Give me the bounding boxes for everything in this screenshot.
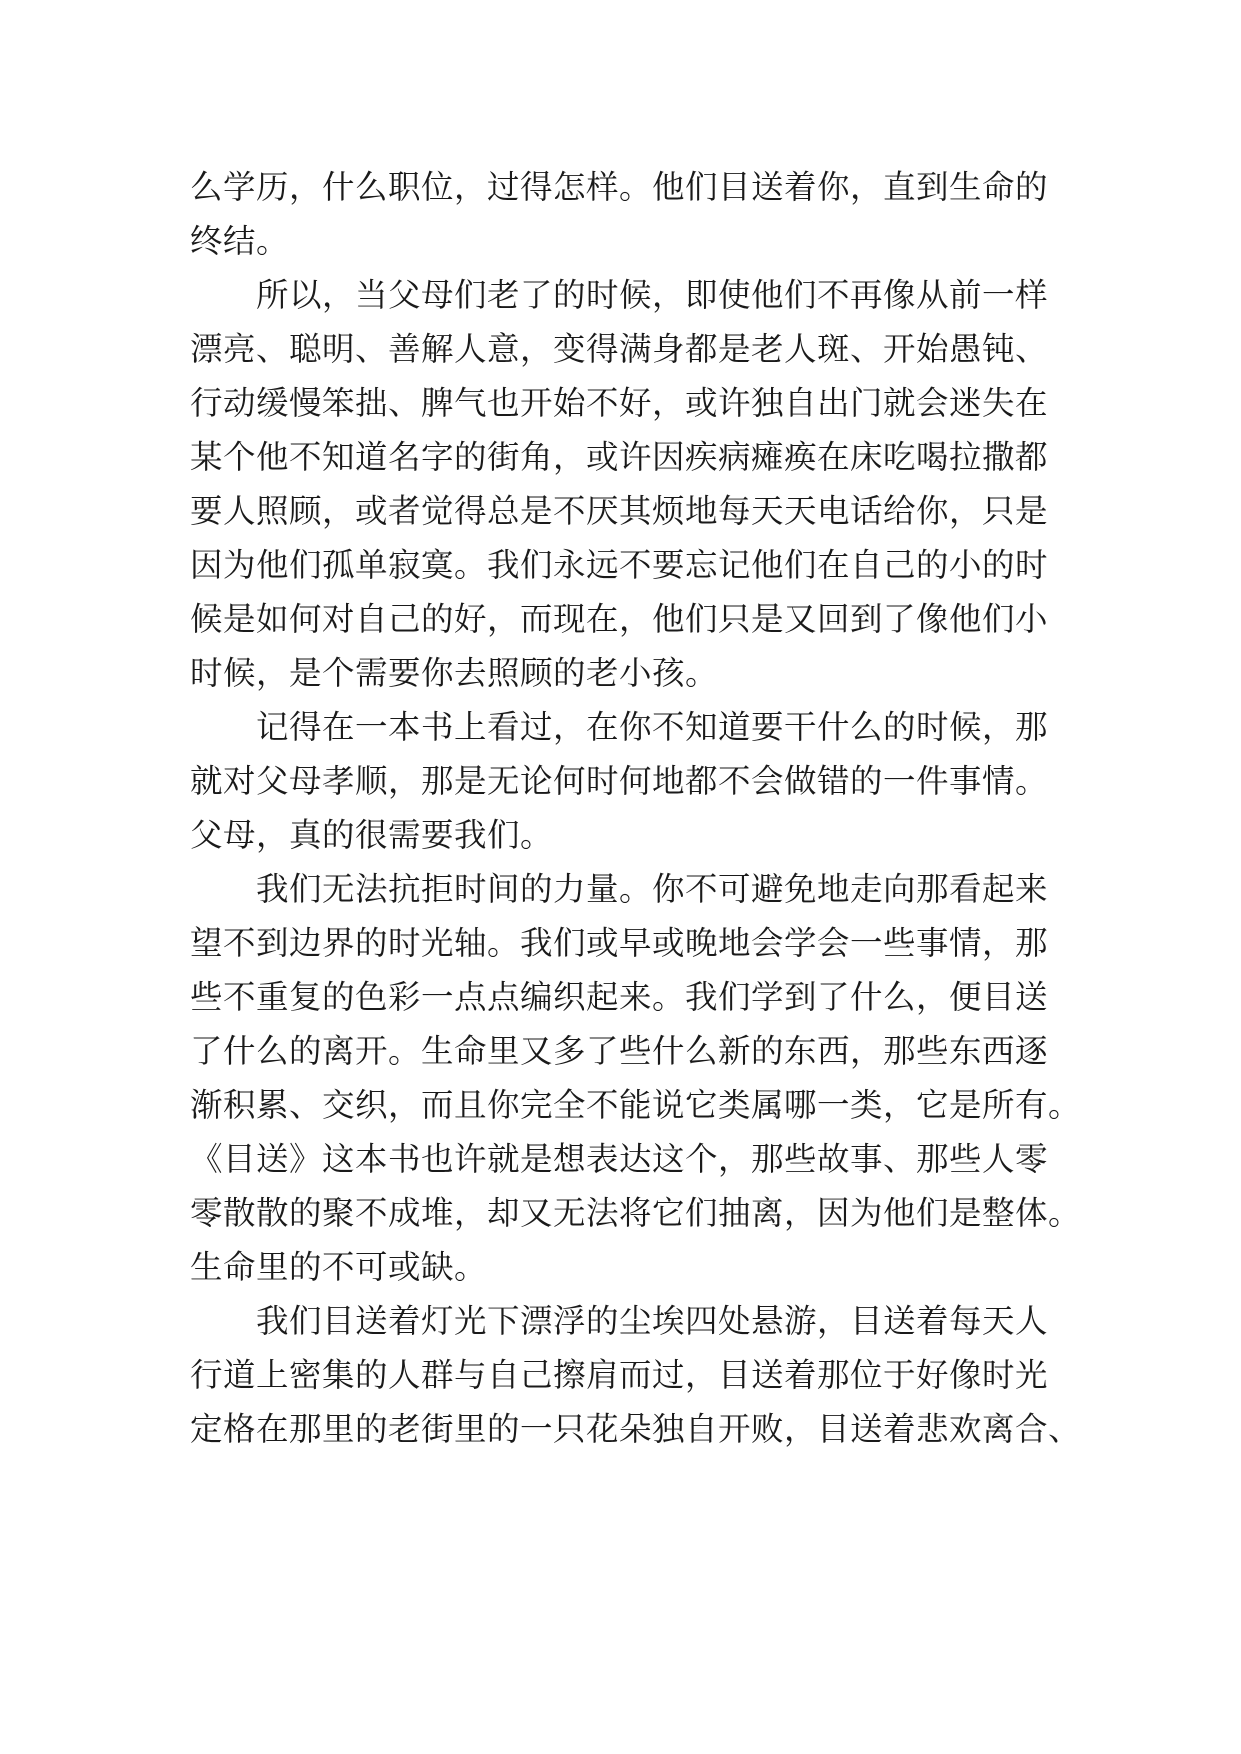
text-line: 了什么的离开。生命里又多了些什么新的东西，那些东西逐 — [190, 1032, 1049, 1070]
text-line: 零散散的聚不成堆，却又无法将它们抽离，因为他们是整体。 — [190, 1194, 1082, 1232]
text-line: 行道上密集的人群与自己擦肩而过，目送着那位于好像时光 — [190, 1356, 1049, 1394]
text-line: 父母，真的很需要我们。 — [190, 816, 554, 854]
paragraph-first-line: 记得在一本书上看过，在你不知道要干什么的时候，那 — [256, 708, 1049, 746]
text-line: 渐积累、交织，而且你完全不能说它类属哪一类，它是所有。 — [190, 1086, 1082, 1124]
text-line: 定格在那里的老街里的一只花朵独自开败，目送着悲欢离合、 — [190, 1410, 1082, 1448]
text-line: 终结。 — [190, 222, 290, 260]
text-line: 行动缓慢笨拙、脾气也开始不好，或许独自出门就会迷失在 — [190, 384, 1049, 422]
text-line: 些不重复的色彩一点点编织起来。我们学到了什么，便目送 — [190, 978, 1049, 1016]
text-line: 么学历，什么职位，过得怎样。他们目送着你，直到生命的 — [190, 168, 1049, 206]
text-line: 要人照顾，或者觉得总是不厌其烦地每天天电话给你，只是 — [190, 492, 1049, 530]
text-line: 候是如何对自己的好，而现在，他们只是又回到了像他们小 — [190, 600, 1049, 638]
paragraph-first-line: 所以，当父母们老了的时候，即使他们不再像从前一样 — [256, 276, 1049, 314]
text-line: 时候，是个需要你去照顾的老小孩。 — [190, 654, 719, 692]
text-line: 因为他们孤单寂寞。我们永远不要忘记他们在自己的小的时 — [190, 546, 1049, 584]
body-text — [190, 160, 1082, 1456]
text-line: 某个他不知道名字的街角，或许因疾病瘫痪在床吃喝拉撒都 — [190, 438, 1049, 476]
text-line: 望不到边界的时光轴。我们或早或晚地会学会一些事情，那 — [190, 924, 1049, 962]
text-line: 漂亮、聪明、善解人意，变得满身都是老人斑、开始愚钝、 — [190, 330, 1049, 368]
text-line: 就对父母孝顺，那是无论何时何地都不会做错的一件事情。 — [190, 762, 1049, 800]
text-line: 《目送》这本书也许就是想表达这个，那些故事、那些人零 — [190, 1140, 1049, 1178]
paragraph-first-line: 我们目送着灯光下漂浮的尘埃四处悬游，目送着每天人 — [256, 1302, 1049, 1340]
paragraph-first-line: 我们无法抗拒时间的力量。你不可避免地走向那看起来 — [256, 870, 1049, 908]
text-line: 生命里的不可或缺。 — [190, 1248, 488, 1286]
